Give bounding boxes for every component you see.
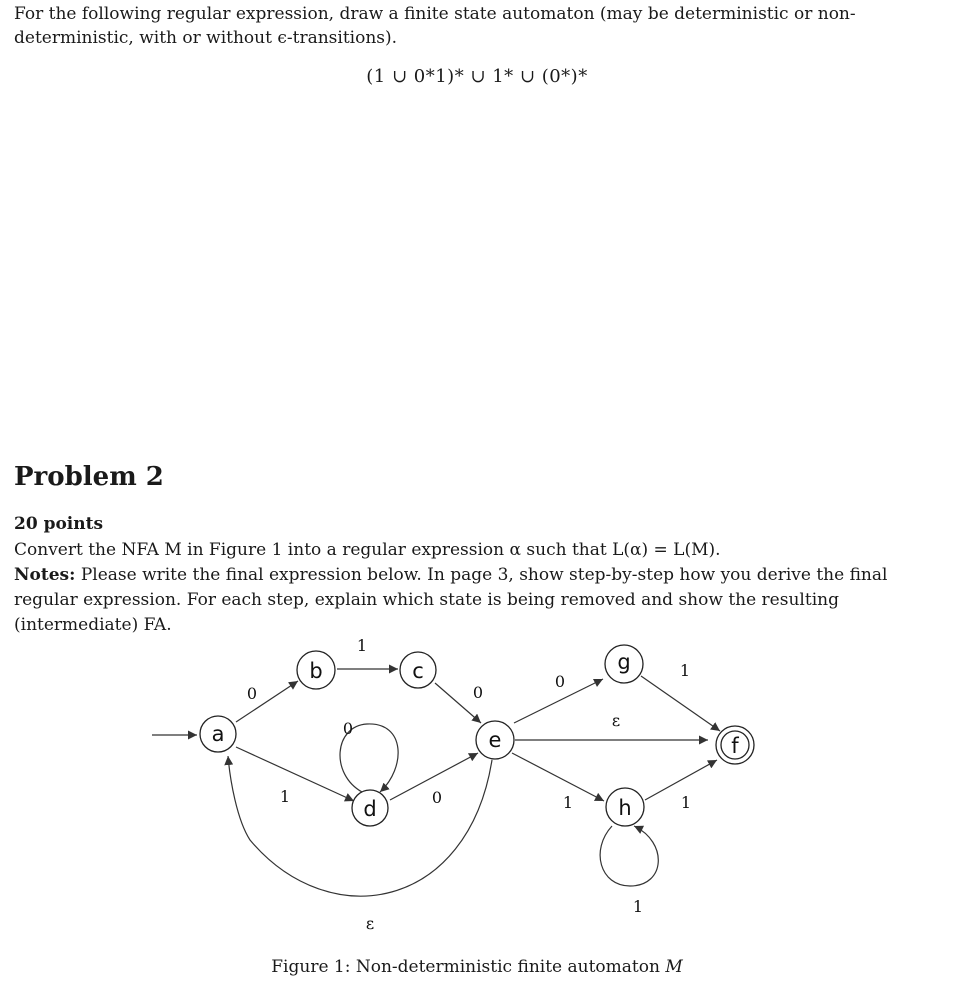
problem2-title: Problem 2: [14, 462, 164, 492]
edge-label: 1: [562, 793, 574, 812]
edge-label: 1: [680, 793, 692, 812]
problem1-prompt: For the following regular expression, draw a finite state automaton (may be deterministic or non-deterministic, with or without ϵ-transitions).: [14, 4, 856, 48]
edge-h-h-loop: [600, 826, 658, 886]
edge-g-f: [641, 676, 720, 731]
edge-label: 0: [472, 683, 484, 702]
edge-e-a: [228, 756, 492, 896]
edge-label: 1: [279, 787, 291, 806]
caption-prefix: Figure 1: Non-deterministic finite automaton: [271, 957, 660, 977]
edge-label: 1: [356, 636, 368, 655]
state-label: a: [211, 722, 225, 746]
edge-label: 0: [431, 788, 443, 807]
figure-caption: [0, 957, 954, 977]
problem2-points: 20 points: [14, 514, 104, 534]
edge-a-b: [236, 681, 298, 722]
nfa-diagram: [0, 600, 954, 986]
state-label: f: [731, 734, 739, 758]
notes-label: Notes:: [14, 565, 76, 585]
state-label: c: [412, 659, 424, 683]
state-label: d: [363, 797, 377, 821]
edge-a-d: [236, 747, 354, 801]
problem1-regex: (1 ∪ 0*1)* ∪ 1* ∪ (0*)*: [366, 66, 588, 87]
notes-text: Please write the final expression below. In page 3, show step-by-step how you derive the final regular expression. For each step, explain which state is being removed and show the resulting (intermediate) FA.: [14, 565, 888, 635]
caption-symbol: M: [665, 957, 683, 977]
state-label: h: [618, 796, 632, 820]
edge-label: 1: [679, 661, 691, 680]
edge-label: ε: [611, 711, 621, 730]
problem2-statement: Convert the NFA M in Figure 1 into a regular expression α such that L(α) = L(M).: [14, 540, 721, 560]
state-label: b: [309, 659, 323, 683]
edge-e-h: [512, 753, 604, 801]
edge-label: ε: [365, 914, 375, 933]
state-label: e: [488, 728, 502, 752]
edge-label: 0: [342, 719, 354, 738]
edge-label: 1: [632, 897, 644, 916]
state-label: g: [617, 650, 631, 674]
edge-label: 0: [554, 672, 566, 691]
edge-label: 0: [246, 684, 258, 703]
